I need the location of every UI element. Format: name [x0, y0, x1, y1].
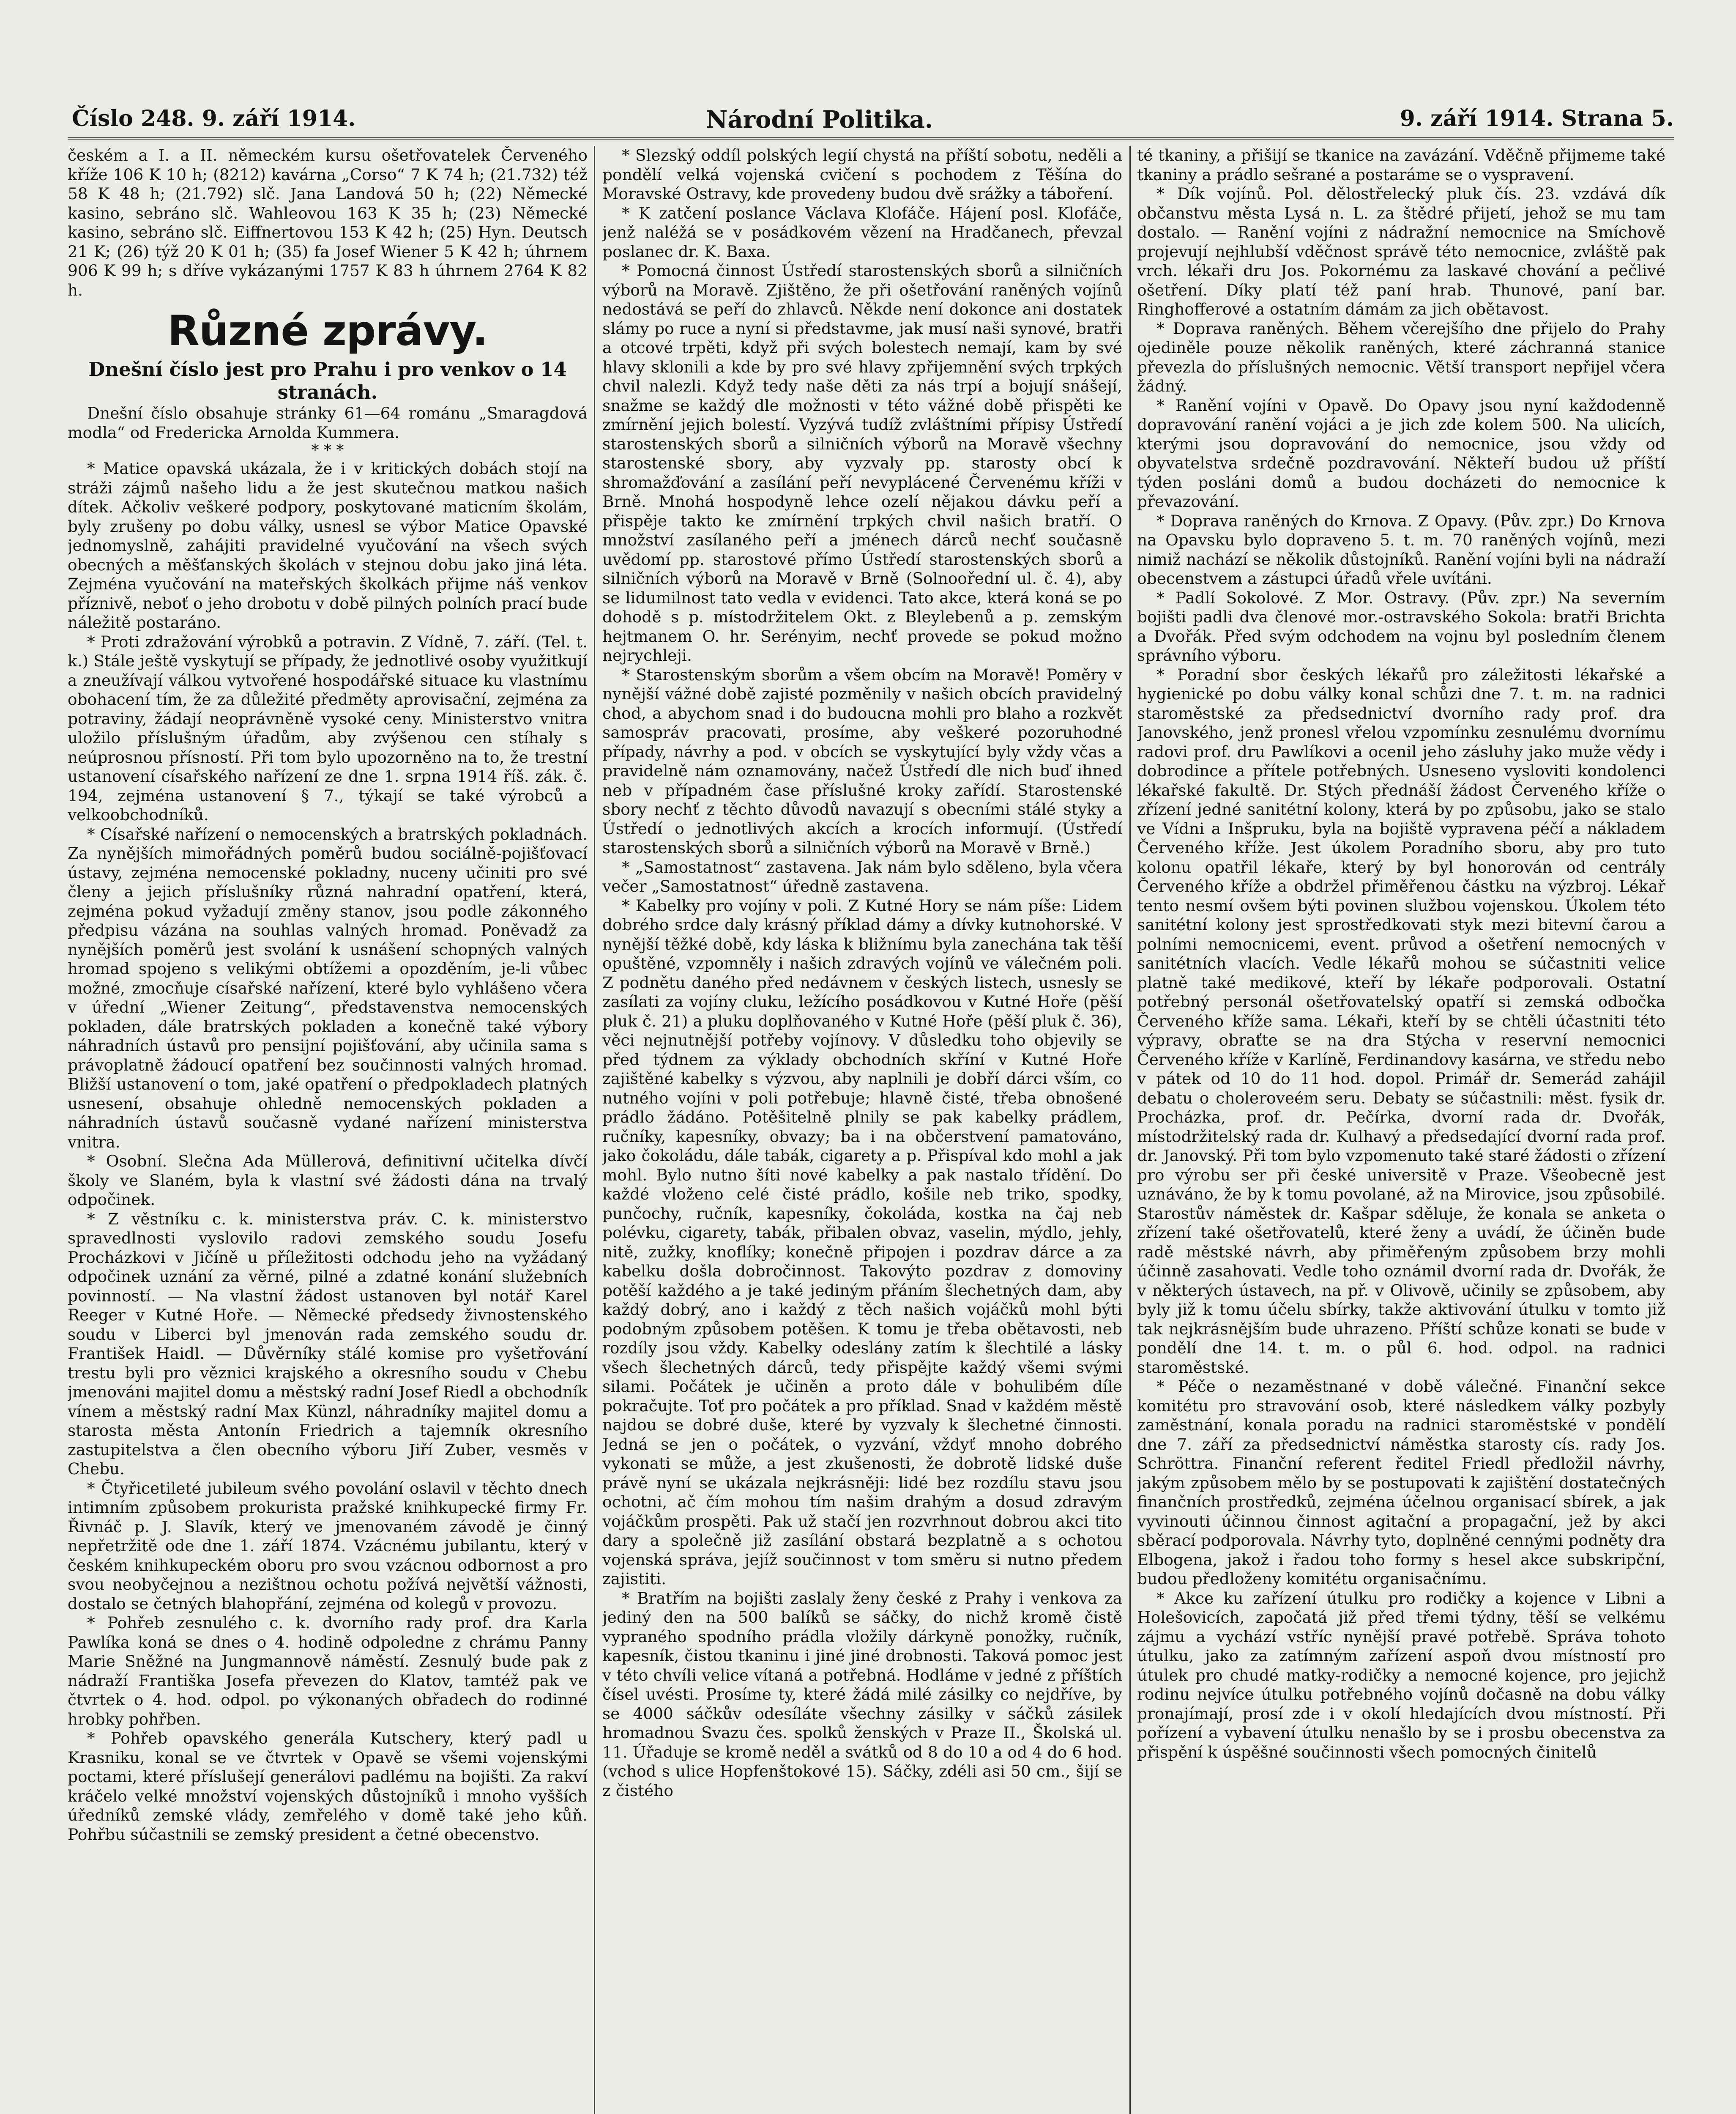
article-paragraph: * Poradní sbor českých lékařů pro záležitosti lékařské a hygienické po dobu války konal schůzi dne 7. t. m. na radnici staroměstské za předsednictví dvorního rady prof. dra Janovského, jenž pronesl vřelou vzpomínku zesnulému dvornímu radovi prof. dru Pawlíkovi a ocenil jeho zásluhy jako muže vědy i dobrodince a přítele potřebných. Usneseno vysloviti kondolenci lékařské fakultě. Dr. Stých přednáší žádost Červeného kříže o zřízení jedné sanitétní kolony, která by po způsobu, jako se stalo ve Vídni a Inšpruku, byla na bojiště vypravena péčí a nákladem Červeného kříže. Jest úkolem Poradního sboru, aby pro tuto kolonu opatřil lékaře, který by byl honorován od centrály Červeného kříže a obdržel přiměřenou částku na výzbroj. Lékař tento nesmí ovšem býti povinen službou vojenskou. Úkolem této sanitétní kolony jest sprostředkovati styk mezi bitevní čarou a polními nemocnicemi, event. průvod a ošetření nemocných v sanitétních vlacích. Vedle lékařů mohou se súčastniti velice platně také medikové, kteří by lékaře podporovali. Ostatní potřebný personál ošetřovatelský opatří si zemská odbočka Červeného kříže sama. Lékaři, kteří by se chtěli účastniti této výpravy, obraťte se na dra Stýcha v reservní nemocnici Červeného kříže v Karlíně, Ferdinandovy kasárna, ve středu nebo v pátek od 10 do 11 hod. dopol. Primář dr. Semerád zahájil debatu o choleroveém seru. Debaty se súčastnili: měst. fysik dr. Procházka, prof. dr. Pečírka, dvorní rada dr. Dvořák, místodržitelský rada dr. Kulhavý a předsedající dvorní rada prof. dr. Janovský. Při tom bylo vzpomenuto také staré žádosti o zřízení pro výrobu ser při české universitě v Praze. Všeobecně jest uznáváno, že by k tomu povolané, až na Mirovice, jsou způsobilé. Starostův náměstek dr. Kašpar sděluje, že konala se anketa o zřízení také ošetřovatelů, které ženy a uvádí, že účiněn bude radě městské návrh, aby přiměřeným způsobem brzy mohli účinně zasahovati. Vedle toho oznámil dvorní rada dr. Dvořák, že v některých ústavech, na př. v Olivově, učinily se způsobem, aby byly již k tomu účelu sbírky, takže aktivování útulku v tomto již tak nejkrásnějším bude uhrazeno. Příští schůze konati se bude v pondělí dne 14. t. m. o půl 6. hod. odpol. na radnici staroměstské.: [1137, 665, 1665, 1377]
article-paragraph: * Slezský oddíl polských legií chystá na příští sobotu, neděli a pondělí velká vojenská cvičení s pochodem z Těšína do Moravské Ostravy, kde provedeny budou dvě srážky a táboření.: [602, 146, 1122, 203]
issue-notice: Dnešní číslo jest pro Prahu i pro venkov o 14 stranách.: [88, 358, 567, 403]
column-1: [68, 146, 588, 2114]
article-paragraph: * Kabelky pro vojíny v poli. Z Kutné Hory se nám píše: Lidem dobrého srdce daly krásný příklad dámy a dívky kutnohorské. V nynější těžké době, kdy láska k bližnímu byla zanechána tak těší opuštěné, vzpomněly i našich zdravých vojínů ve válečném poli. Z podnětu daného před nedávnem v českých listech, usnesly se zasílati za vojíny cluku, ležícího posádkovou v Kutné Hoře (pěší pluk č. 21) a pluku doplňovaného v Kutné Hoře (pěší pluk č. 36), věci nejnutnější potřeby vojínovy. V důsledku toho objevily se před týdnem za výklady obchodních skříní v Kutné Hoře zajištěné kabelky s výzvou, aby naplnili je dobří dárci vším, co nutného vojíni v poli potřebuje; hlavně čisté, třeba obnošené prádlo žádáno. Potěšitelně plnily se pak kabelky prádlem, ručníky, kapesníky, obvazy; ba i na občerstvení pamatováno, jako čokoládu, dále tabák, cigarety a p. Přispíval kdo mohl a jak mohl. Bylo nutno šíti nové kabelky a pak nastalo třídění. Do každé vloženo celé čisté prádlo, košile neb triko, spodky, punčochy, ručník, kapesníky, čokoláda, kostka na čaj neb polévku, cigarety, tabák, přibalen obvaz, vaselin, mýdlo, jehly, nitě, zužky, knoflíky; konečně připojen i pozdrav dárce a za kabelku došla dobročinnost. Takovýto pozdrav z domoviny potěší každého a je také jediným přáním šlechetných dam, aby každý dobrý, ano i každý z těch našich vojáčků mohl býti podobným způsobem potěšen. K tomu je třeba obětavosti, neb rozdíly jsou vždy. Kabelky odeslány zatím k šlechtilé a lásky všech šlechetných dárců, tedy přispějte každý všemi svými silami. Počátek je učiněn a proto dále v bohulibém díle pokračujte. Toť pro počátek a pro příklad. Snad v každém městě najdou se dobré duše, které by vyzvaly k šlechetné činnosti. Jedná se jen o počátek, o vyzvání, vždyť mnoho dobrého vykonati se může, a jest zkušenosti, že dobrotě lidské duše právě nyní se ukázala nejkrásněji: lidé bez rozdílu stavu jsou ochotni, ač čím mohou tím našim drahým a dosud zdravým vojáčkům prospěti. Pak už stačí jen rozvrhnout dobrou akci tito dary a společně již zasílání obstará bezplatně a s ochotou vojenská správa, jejíž součinnost v tom směru si nutno předem zajistiti.: [602, 896, 1122, 1588]
article-paragraph: * Osobní. Slečna Ada Müllerová, definitivní učitelka dívčí školy ve Slaném, byla k vlastní své žádosti dána na trvalý odpočinek.: [68, 1152, 588, 1209]
donation-list: českém a I. a II. německém kursu ošetřovatelek Červeného kříže 106 K 10 h; (8212) kavárna „Corso“ 7 K 74 h; (21.732) též 58 K 48 h; (21.792) slč. Jana Landová 50 h; (22) Německé kasino, sebráno slč. Wahleovou 163 K 35 h; (23) Německé kasino, sebráno slč. Eiffnertovou 153 K 42 h; (25) Hyn. Deutsch 21 K; (26) týž 20 K 01 h; (35) fa Josef Wiener 5 K 42 h; úhrnem 906 K 99 h; s dříve vykázanými 1757 K 83 h úhrnem 2764 K 82 h.: [68, 146, 588, 299]
article-paragraph: * Starostenským sborům a všem obcím na Moravě! Poměry v nynější vážné době zajisté pozměnily v našich obcích pravidelný chod, a abychom snad i do budoucna mohli pro blaho a rozkvět samospráv pracovati, prosíme, aby veškeré pozoruhodné případy, návrhy a pod. v obcích se vyskytující byly vždy včas a pravidelně nám oznamovány, načež Ústředí dle nich buď ihned neb v případném čase příslušné kroky zařídí. Starostenské sbory nechť z těchto důvodů navazují s obecními stálé styky a Ústředí o jednotlivých akcích a krocích informují. (Ústředí starostenských sborů a silničních výborů na Moravě v Brně.): [602, 665, 1122, 857]
column-divider: [594, 146, 595, 2114]
article-paragraph: * K zatčení poslance Václava Klofáče. Hájení posl. Klofáče, jenž naléžá se v posádkovém vězení na Hradčanech, převzal poslanec dr. K. Baxa.: [602, 203, 1122, 261]
issue-date: Číslo 248. 9. září 1914.: [72, 106, 356, 131]
column-2: [602, 146, 1122, 2114]
article-paragraph: * Dík vojínů. Pol. dělostřelecký pluk čís. 23. vzdává dík občanstvu města Lysá n. L. za štědré přijetí, jehož se mu tam dostalo. — Ranění vojíni z nádražní nemocnice na Smíchově projevují nejhlubší vděčnost správě této nemocnice, zvláště pak vrch. lékaři dru Jos. Pokornému za laskavé chování a pečlivé ošetření. Díky platí též paní hrab. Thunové, paní bar. Ringhofferové a ostatním dámám za jich obětavost.: [1137, 184, 1665, 318]
header-rule: [68, 137, 1674, 140]
article-paragraph: * Bratřím na bojišti zaslaly ženy české z Prahy i venkova za jediný den na 500 balíků se sáčky, do nichž kromě čistě vypraného spodního prádla vložily dárkyně ponožky, ručník, kapesník, čistou tkaninu i jiné jiné drobnosti. Taková pomoc jest v této chvíli velice vítaná a potřebná. Hodláme v jedné z příštích čísel uvésti. Prosíme ty, které žádá milé zásilky co nejdříve, by se 4000 sáčkův odesíláte všechny zásilky v sáčků zásilek hromadnou Svazu čes. spolků ženských v Praze II., Školská ul. 11. Úřaduje se kromě neděl a svátků od 8 do 10 a od 4 do 6 hod. (vchod s ulice Hopfenštokové 15). Sáčky, zdéli asi 50 cm., šijí se z čistého: [602, 1588, 1122, 1800]
article-paragraph: * Péče o nezaměstnané v době válečné. Finanční sekce komitétu pro stravování osob, které následkem války pozbyly zaměstnání, konala poradu na radnici staroměstské v pondělí dne 7. září za předsednictví náměstka starosty cís. rady Jos. Schröttra. Finanční referent ředitel Friedl předložil návrhy, jakým způsobem mělo by se postupovati k zajištění dostatečných finančních prostředků, zejména účelnou organisací sbírek, a jak vyvinouti účinnou činnost agitační a propagační, jež by akci sběrací podporovala. Návrhy tyto, doplněné cennými podněty dra Elbogena, jakož i řadou toho formy s hesel akce subskripční, budou předloženy komitétu organisačnímu.: [1137, 1377, 1665, 1588]
article-paragraph: * Proti zdražování výrobků a potravin. Z Vídně, 7. září. (Tel. t. k.) Stále ještě vyskytují se případy, že jednotlivé osoby využitkují a zneužívají válkou vytvořené hospodářské situace ku vlastnímu obohacení tím, že za důležité předměty aprovisační, zejména za potraviny, žádají neoprávněně vysoké ceny. Ministerstvo vnitra uložilo příslušným úřadům, aby zvýšenou cen stíhaly s neúprosnou přísností. Při tom bylo upozorněno na to, že trestní ustanovení císařského nařízení ze dne 1. srpna 1914 říš. zák. č. 194, zejména ustanovení § 7., týkají se také výrobců a velkoobchodníků.: [68, 632, 588, 824]
article-paragraph: * Akce ku zařízení útulku pro rodičky a kojence v Libni a Holešovicích, započatá již před třemi týdny, těší se velkému zájmu a vychází vstříc nynější pravé potřebě. Správa tohoto útulku, jako za zatímným zařízení aspoň dvou místností pro útulek pro chudé matky-rodičky a nemocné kojence, pro jejichž rodinu nejvíce útulku potřebného vojínů dočasně na dobu války pronajímají, prosí zde i v okolí hledajících dvou místností. Při pořízení a vybavení útulku nenašlo by se i prosbu obecenstva za přispění k úspěšné součinnosti všech pomocných činitelů: [1137, 1588, 1665, 1761]
article-paragraph: * Doprava raněných. Během včerejšího dne přijelo do Prahy ojediněle pouze několik raněných, které záchranná stanice převezla do příslušných nemocnic. Větší transport nepřijel včera žádný.: [1137, 319, 1665, 395]
section-title: Různé zprávy.: [167, 307, 488, 355]
article-paragraph: * Pohřeb opavského generála Kutschery, který padl u Krasniku, konal se ve čtvrtek v Opavě se všemi vojenskými poctami, které příslušejí generálovi padlému na bojišti. Za rakví kráčelo velké množství vojenských důstojníků i mnoho vyšších úředníků zemské vlády, zemřelého v domě také jeho kůň. Pohřbu súčastnili se zemský president a četné obecenstvo.: [68, 1729, 588, 1844]
article-paragraph: * Čtyřicetileté jubileum svého povolání oslavil v těchto dnech intimním způsobem prokurista pražské knihkupecké firmy Fr. Řivnáč p. J. Slavík, který ve jmenovaném závodě je činný nepřetržitě ode dne 1. září 1874. Vzácnému jubilantu, který v českém knihkupeckém oboru pro svou vzácnou odbornost a pro svou neobyčejnou a nezištnou ochotu požívá největší vážnosti, dostalo se četných blahopřání, zejména od kolegů v provozu.: [68, 1479, 588, 1613]
column-3: [1137, 146, 1665, 2114]
article-paragraph: * Doprava raněných do Krnova. Z Opavy. (Pův. zpr.) Do Krnova na Opavsku bylo dopraveno 5. t. m. 70 raněných vojínů, mezi nimiž nachází se několik důstojníků. Ranění vojíni byli na nádraží obecenstvem a zástupci úřadů vřele uvítáni.: [1137, 511, 1665, 588]
page-number: 9. září 1914. Strana 5.: [1400, 106, 1674, 131]
article-paragraph: * Z věstníku c. k. ministerstva práv. C. k. ministerstvo spravedlnosti vyslovilo radovi zemského soudu Josefu Procházkovi v Jičíně u příležitosti odchodu jeho na vyžádaný odpočinek uznání za věrné, pilné a zdatné konání služebních povinností. — Na vlastní žádost ustanoven byl notář Karel Reeger v Kutné Hoře. — Německé předsedy živnostenského soudu v Liberci byl jmenován rada zemského soudu dr. František Haidl. — Důvěrníky stálé komise pro vyšetřování trestu byli pro věznici krajského a okresního soudu v Chebu jmenováni majitel domu a městský radní Josef Riedl a obchodník vínem a městský radní Max Künzl, náhradníky majitel domu a starosta města Antonín Friedrich a tajemník okresního zastupitelstva a člen obecního výboru Jiří Zuber, vesměs v Chebu.: [68, 1209, 588, 1478]
article-paragraph: * Císařské nařízení o nemocenských a bratrských pokladnách. Za nynějších mimořádných poměrů budou sociálně-pojišťovací ústavy, zejména nemocenské pokladny, nuceny učiniti pro své členy a jejich příslušníky různá nahradní opatření, která, zejména pokud vyžadují změny stanov, jsou podle zákonného předpisu vázána na souhlas valných hromad. Poněvadž za nynějších poměrů jest svolání k usnášení schopných valných hromad spojeno s velikými obtížemi a opozděním, je-li vůbec možné, zmocňuje císařské nařízení, které bylo vyhlášeno včera v úřední „Wiener Zeitung“, představenstva nemocenských pokladen, dále bratrských pokladen a konečně také výbory náhradních ústavů pro pensijní pojišťování, aby učinila sama s právoplatně žádoucí opatření bez součinnosti valných hromad. Bližší ustanovení o tom, jaké opatření o předpokladech platných usnesení, obsahuje ohledně nemocenských pokladen a náhradních ústavů současně vydané nařízení ministerstva vnitra.: [68, 824, 588, 1151]
masthead-title: Národní Politika.: [706, 106, 933, 134]
article-paragraph: * Ranění vojíni v Opavě. Do Opavy jsou nyní každodenně dopravování ranění vojáci a je jich zde kolem 500. Na ulicích, kterými jsou dopravování do nemocnice, jsou vždy od obyvatelstva srdečně pozdravování. Někteří budou už příští týden posláni domů a budou docházeti do nemocnice k převazování.: [1137, 396, 1665, 511]
article-paragraph: * Matice opavská ukázala, že i v kritických dobách stojí na stráži zájmů našeho lidu a že jest skutečnou matkou našich dítek. Ačkoliv veškeré podpory, poskytované maticním školám, byly zrušeny po dobu války, usnesl se výbor Matice Opavské jednomyslně, zahájiti pravidelné vyučování na všech svých obecných a měšťanských školách v stejnou dobu jako jiná léta. Zejména vyučování na mateřských školkách přijme náš venkov příznivě, neboť o jeho drobotu v době pilných polních prací bude náležitě postaráno.: [68, 459, 588, 632]
column-divider: [1129, 146, 1131, 2114]
article-paragraph: té tkaniny, a přišijí se tkanice na zavázání. Vděčně přijmeme také tkaniny a prádlo sešrané a postaráme se o vyspravení.: [1137, 146, 1665, 184]
article-paragraph: * „Samostatnost“ zastavena. Jak nám bylo sděleno, byla včera večer „Samostatnost“ úředně zastavena.: [602, 857, 1122, 895]
separator: * * *: [311, 442, 344, 459]
article-paragraph: * Pohřeb zesnulého c. k. dvorního rady prof. dra Karla Pawlíka koná se dnes o 4. hodině odpoledne z chrámu Panny Marie Sněžné na Jungmannově náměstí. Zesnulý bude pak z nádraží Františka Josefa převezen do Klatov, tamtéž pak ve čtvrtek o 4. hod. odpol. po výkonaných obřadech do rodinné hrobky pohřben.: [68, 1613, 588, 1728]
article-paragraph: * Pomocná činnost Ústředí starostenských sborů a silničních výborů na Moravě. Zjištěno, že při ošetřování raněných vojínů nedostává se peří do zhlavců. Někde není dokonce ani dostatek slámy po ruce a nyní si představme, jak musí naši synové, bratři a otcové trpěti, když při svých bolestech nemají, kam by své hlavy sklonili a kde by pro své hlavy zpřijemnění svých trpkých chvil nalezli. Když tedy naše děti za nás trpí a bojují snášejí, snažme se každý dle možnosti v této vážné době přispěti ke zmírnění jejich bolestí. Vyzývá tudíž zvláštními přípisy Ústředí starostenských sborů a silničních výborů na Moravě všechny starostenské sbory, aby vyzvaly pp. starosty obcí k shromažďování a zasílání peří nevyplácené Červenému kříži v Brně. Mnohá hospodyně lehce ozelí nějakou dávku peří a přispěje takto ke zmírnění trpkých chvil našich bratří. O množství zasílaného peří a jménech dárců nechť současně uvědomí pp. starostové přímo Ústředí starostenských sborů a silničních výborů na Moravě v Brně (Solnoořední ul. č. 4), aby se lidumilnost tato vedla v evidenci. Tato akce, která koná se po dohodě s p. místodržitelem Okt. z Bleylebenů a p. zemským hejtmanem O. hr. Serényim, nechť provede se pokud možno nejrychleji.: [602, 261, 1122, 665]
article-paragraph: * Padlí Sokolové. Z Mor. Ostravy. (Pův. zpr.) Na severním bojišti padli dva členové mor.-ostravského Sokola: bratři Brichta a Dvořák. Před svým odchodem na vojnu byl posledním členem správního výboru.: [1137, 588, 1665, 665]
page-header: [72, 106, 1674, 140]
article-paragraph: Dnešní číslo obsahuje stránky 61—64 románu „Smaragdová modla“ od Fredericka Arnolda Kummera.: [68, 404, 588, 442]
